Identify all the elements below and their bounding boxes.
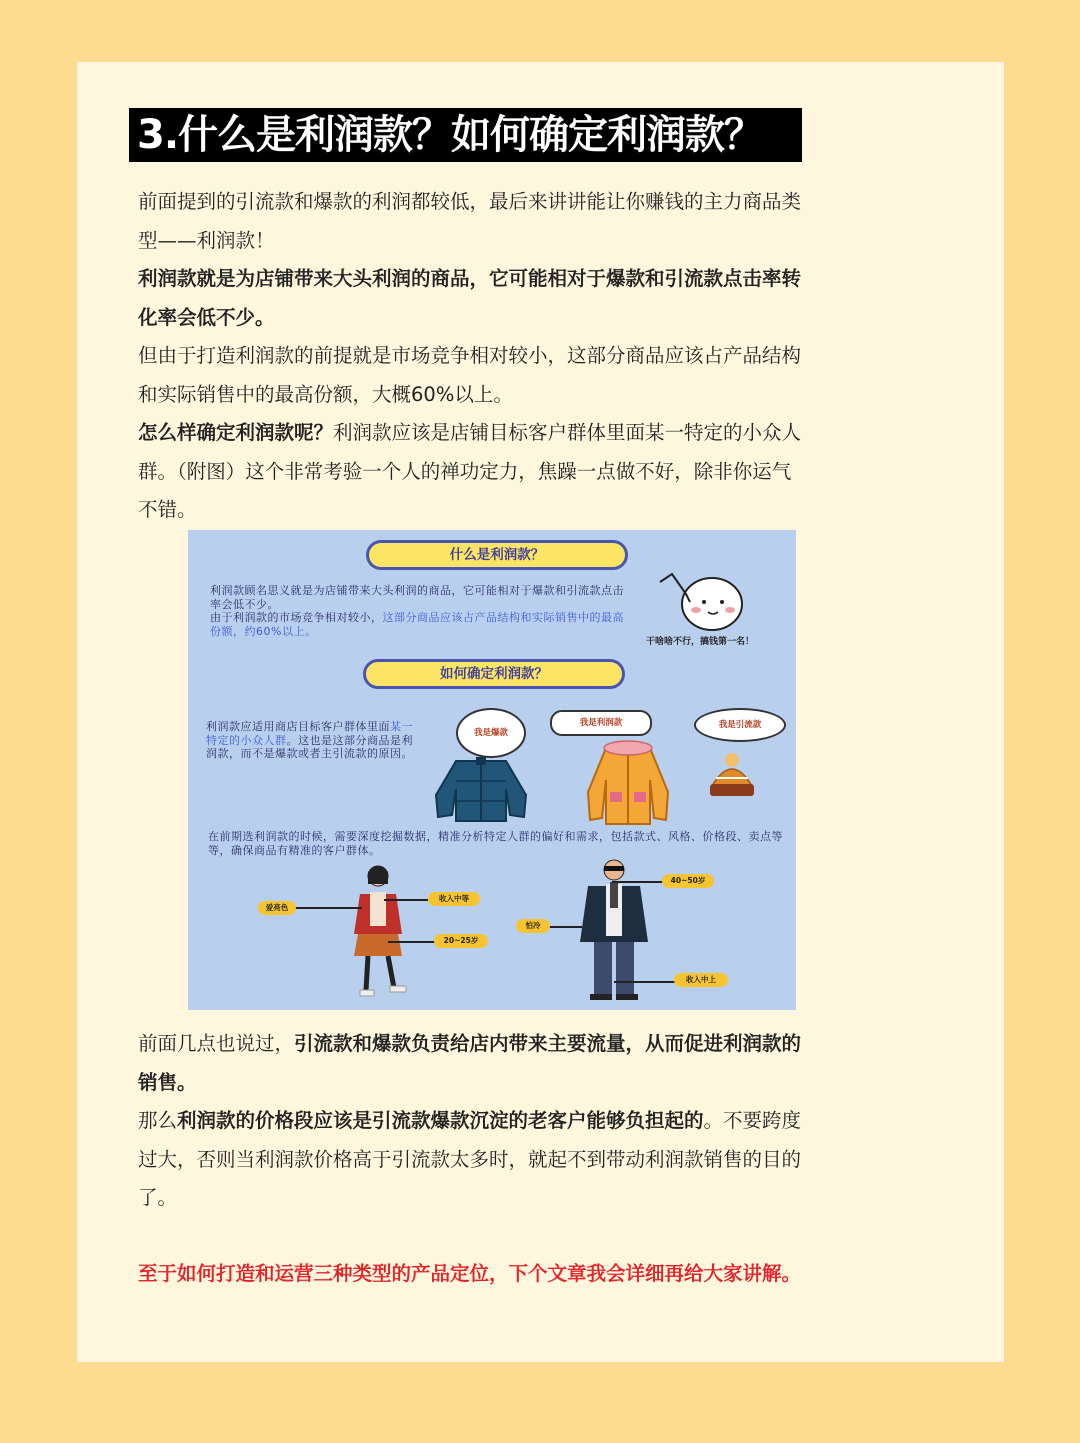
closing-section [138, 1255, 803, 1294]
blue-jacket-illustration [426, 755, 536, 823]
tag-cold-sensitive: 怕冷 [516, 919, 550, 933]
tag-age-20-25: 20~25岁 [434, 934, 488, 948]
title-banner [129, 108, 802, 162]
definition-paragraph: 利润款就是为店铺带来大头利润的商品，它可能相对于爆款和引流款点击率转化率会低不少。 [138, 267, 802, 329]
intro-paragraph: 前面提到的引流款和爆款的利润都较低，最后来讲讲能让你赚钱的主力商品类型——利润款！ [138, 190, 802, 252]
tag-upper-income: 收入中上 [674, 973, 728, 987]
infographic-text-what-a: 利润款顾名思义就是为店铺带来大头利润的商品，它可能相对于爆款和引流款点击率会低不少。 [210, 584, 624, 611]
infographic-text-how-c: 。这也是这部分商品是利润款，而不是爆款或者主引流款的原因。 [206, 733, 413, 760]
price-intro: 那么 [138, 1109, 178, 1132]
tag-middle-income: 收入中等 [428, 892, 480, 906]
bubble-hot-item: 我是爆款 [456, 708, 526, 758]
orange-coat-illustration [580, 740, 676, 826]
infographic-heading-what: 什么是利润款？ [366, 540, 628, 570]
tag-bright-colors: 爱亮色 [258, 901, 296, 915]
connector-line [614, 981, 676, 983]
how-paragraph [138, 414, 803, 530]
infographic-text-how [206, 720, 416, 761]
traffic-bold: 引流款和爆款负责给店内带来主要流量，从而促进利润款的销售。 [138, 1032, 802, 1094]
infographic-text-selection: 在前期选利润款的时候，需要深度挖掘数据，精准分析特定人群的偏好和需求，包括款式、风格、价格段、卖点等等，确保商品有精准的客户群体。 [208, 830, 783, 857]
connector-line [388, 941, 436, 943]
infographic-heading-how: 如何确定利润款？ [363, 659, 625, 689]
share-paragraph: 但由于打造利润款的前提就是市场竞争相对较小，这部分商品应该占产品结构和实际销售中的最高份额，大概60%以上。 [138, 344, 802, 406]
price-rest: 。不要跨度过大，否则当利润款价格高于引流款太多时，就起不到带动利润款销售的目的了。 [138, 1109, 802, 1209]
infographic-text-how-a: 利润款应适用商店目标客户群体里面 [206, 720, 390, 733]
infographic-text-what-b: 由于利润款的市场竞争相对较小， [210, 611, 383, 624]
mascot-caption: 干啥啥不行，搞钱第一名！ [646, 637, 755, 647]
knit-hat-illustration [706, 752, 758, 802]
infographic-text-what-c: 这部分商品应该占产品结构和实际销售中的最高份额，约60%以上。 [210, 611, 624, 638]
price-paragraph [138, 1102, 803, 1218]
intro-section [138, 183, 803, 530]
how-question: 怎么样确定利润款呢？ [138, 421, 334, 444]
infographic-text-how-b: 某一特定的小众人群 [206, 720, 413, 747]
connector-line [612, 881, 666, 883]
tag-age-40-50: 40~50岁 [662, 874, 714, 888]
connector-line [384, 899, 428, 901]
how-answer: 利润款应该是店铺目标客户群体里面某一特定的小众人群。（附图）这个非常考验一个人的禅功定力，焦躁一点做不好，除非你运气不错。 [138, 421, 802, 521]
price-bold: 利润款的价格段应该是引流款爆款沉淀的老客户能够负担起的 [177, 1109, 704, 1132]
strategy-section [138, 1025, 803, 1218]
infographic [188, 530, 796, 1010]
bubble-profit-item: 我是利润款 [550, 710, 652, 736]
traffic-paragraph [138, 1025, 803, 1102]
bubble-traffic-item: 我是引流款 [694, 708, 786, 742]
woman-figure-illustration [338, 862, 418, 1004]
page-title: 3.什么是利润款？如何确定利润款？ [137, 112, 764, 158]
traffic-intro: 前面几点也说过， [138, 1032, 295, 1055]
mascot-illustration [650, 566, 760, 634]
closing-paragraph: 至于如何打造和运营三种类型的产品定位，下个文章我会详细再给大家讲解。 [138, 1262, 802, 1285]
infographic-text-what [210, 584, 630, 638]
